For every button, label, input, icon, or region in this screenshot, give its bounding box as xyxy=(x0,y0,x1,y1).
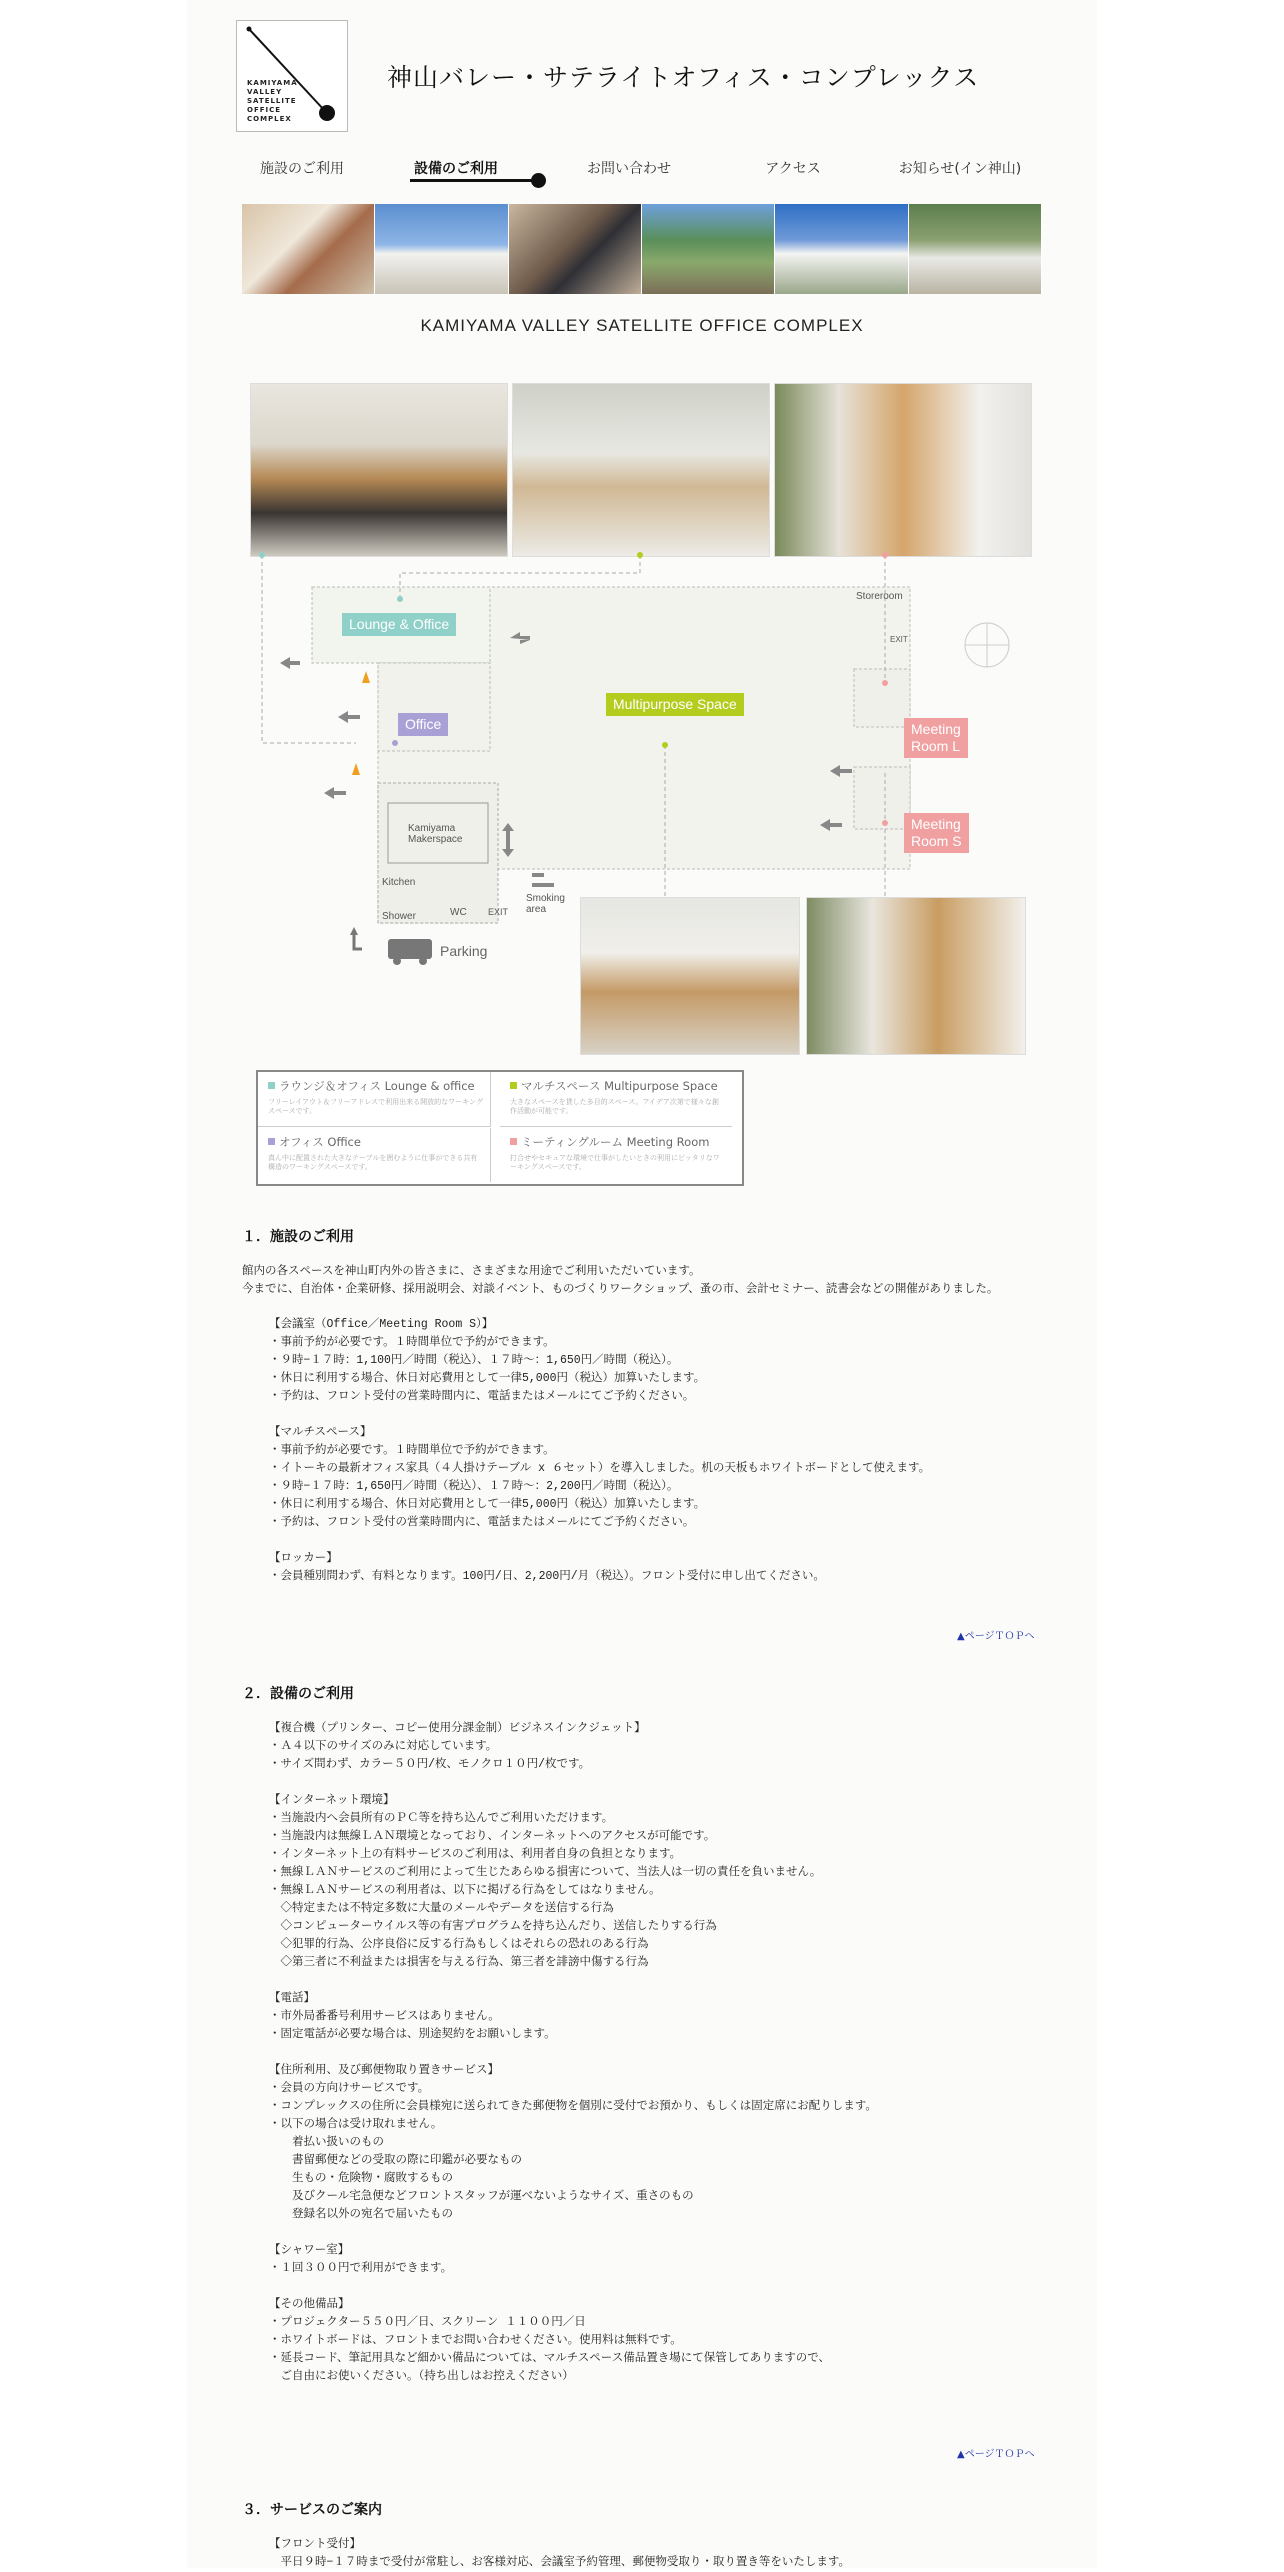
nav-item-contact[interactable]: お問い合わせ xyxy=(587,161,671,177)
smoking-area-label: Smoking area xyxy=(526,893,565,915)
section1-title: １．施設のご利用 xyxy=(242,1229,354,1245)
photo-strip xyxy=(242,204,1042,294)
nav-active-underline xyxy=(410,179,538,182)
section3-title: ３．サービスのご案内 xyxy=(242,2502,382,2518)
nav-item-equipment[interactable]: 設備のご利用 xyxy=(414,161,498,177)
floor-plan xyxy=(250,383,1040,1063)
legend-meeting-title: ミーティングルーム Meeting Room xyxy=(521,1135,710,1149)
strip-photo xyxy=(242,204,375,294)
parking-label: Parking xyxy=(440,943,488,959)
exit2-label: EXIT xyxy=(488,907,509,917)
exit-label: EXIT xyxy=(890,635,908,644)
strip-photo xyxy=(775,204,908,294)
multipurpose-tag: Multipurpose Space xyxy=(606,693,744,716)
section2-title: ２．設備のご利用 xyxy=(242,1686,354,1702)
logo[interactable] xyxy=(236,20,348,132)
legend-office-desc: 真ん中に配置された大きなテーブルを囲むように仕事ができる共有構造のワーキングスペースです。 xyxy=(268,1154,478,1171)
storeroom-label: Storeroom xyxy=(856,591,903,602)
strip-photo xyxy=(642,204,775,294)
shower-label: Shower xyxy=(382,911,416,922)
legend-lounge xyxy=(258,1072,491,1127)
legend-office xyxy=(258,1128,491,1182)
lounge-office-tag: Lounge & Office xyxy=(342,613,456,636)
banner-title: KAMIYAMA VALLEY SATELLITE OFFICE COMPLEX xyxy=(420,316,864,335)
nav-item-news[interactable]: お知らせ(イン神山) xyxy=(898,161,1022,177)
section3-body: 【フロント受付】 平日９時−１７時まで受付が常駐し、お客様対応、会議室予約管理、郵便物受取り・取り置き等をいたします。 xyxy=(269,2538,850,2569)
kitchen-label: Kitchen xyxy=(382,877,416,888)
strip-photo xyxy=(509,204,642,294)
nav-active-dot xyxy=(531,173,546,188)
nav-item-access[interactable]: アクセス xyxy=(765,161,821,177)
plan-legend xyxy=(256,1070,744,1186)
legend-lounge-desc: フリーレイアウト＆フリーアドレスで利用出来る開放的なワーキングスペースです。 xyxy=(268,1098,483,1115)
legend-lounge-title: ラウンジ＆オフィス Lounge & office xyxy=(279,1079,475,1093)
pagetop-link[interactable]: ▲ページＴＯＰへ xyxy=(957,1631,1035,1642)
wc-label: WC xyxy=(450,907,467,918)
legend-meeting-desc: 打合せやセキュアな環境で仕事がしたいときの利用にピッタリなワーキングスペースです。 xyxy=(510,1154,720,1171)
meeting-room-s-tag: Meeting Room S xyxy=(904,813,969,853)
page xyxy=(187,0,1097,2568)
section1-intro: 館内の各スペースを神山町内外の皆さまに、さまざまな用途でご利用いただいています。 今までに、自治体・企業研修、採用説明会、対談イベント、ものづくりワークショップ、蚤の市、会計セミナー、読書会などの開催がありました。 xyxy=(242,1265,999,1296)
logo-text: KAMIYAMA VALLEY SATELLITE OFFICE COMPLEX xyxy=(247,79,298,123)
office-tag: Office xyxy=(398,713,448,736)
legend-multipurpose-title: マルチスペース Multipurpose Space xyxy=(521,1079,718,1093)
legend-meeting xyxy=(500,1128,732,1182)
legend-office-title: オフィス Office xyxy=(279,1135,361,1149)
legend-multipurpose xyxy=(500,1072,732,1127)
site-title: 神山バレー・サテライトオフィス・コンプレックス xyxy=(387,63,980,92)
section1-body: 【会議室（Office／Meeting Room S）】 ・事前予約が必要です。１時間単位で予約ができます。 ・９時−１７時：1,100円／時間（税込）、１７時〜：1,650円／時間（税込）。 ・休日に利用する場合、休日対応費用として一律5,000円（税込）加算いたします。 ・予約は、フロント受付の営業時間内に、電話またはメールにてご予約ください。 【マルチスペース】 ・事前予約が必要です。１時間単位で予約ができます。 ・イトーキの最新オフィス家具（４人掛けテーブル x ６セット）を導入しました。机の天板もホワイトボードとして使えます。 ・９時−１７時：1,650円／時間（税込）、１７時〜：2,200円／時間（税込）。 ・休日に利用する場合、休日対応費用として一律5,000円（税込）加算いたします。 ・予約は、フロント受付の営業時間内に、電話またはメールにてご予約ください。 【ロッカー】 ・会員種別問わず、有料となります。100円/日、2,200円/月（税込）。フロント受付に申し出てください。 xyxy=(269,1318,931,1583)
meeting-room-l-tag: Meeting Room L xyxy=(904,718,968,758)
strip-photo xyxy=(909,204,1042,294)
legend-multipurpose-desc: 大きなスペースを貸した多目的スペース。アイデア次第で様々な創作活動が可能です。 xyxy=(510,1098,719,1115)
makerspace-label: Kamiyama Makerspace xyxy=(408,823,463,845)
strip-photo xyxy=(375,204,508,294)
main-nav xyxy=(227,158,1067,188)
section2-body: 【複合機（プリンター、コピー使用分課金制）ビジネスインクジェット】 ・Ａ４以下のサイズのみに対応しています。 ・サイズ問わず、カラー５０円/枚、モノクロ１０円/枚です。 【インターネット環境】 ・当施設内へ会員所有のＰＣ等を持ち込んでご利用いただけます。 ・当施設内は無線ＬＡＮ環境となっており、インターネットへのアクセスが可能です。 ・インターネット上の有料サービスのご利用は、利用者自身の負担となります。 ・無線ＬＡＮサービスのご利用によって生じたあらゆる損害について、当法人は一切の責任を負いません。 ・無線ＬＡＮサービスの利用者は、以下に掲げる行為をしてはなりません。 ◇特定または不特定多数に大量のメールやデータを送信する行為 ◇コンピューターウイルス等の有害プログラムを持ち込んだり、送信したりする行為 ◇犯罪的行為、公序良俗に反する行為もしくはそれらの恐れのある行為 ◇第三者に不利益または損害を与える行為、第三者を誹謗中傷する行為 【電話】 ・市外局番番号利用サービスはありません。 ・固定電話が必要な場合は、別途契約をお願いします。 【住所利用、及び郵便物取り置きサービス】 ・会員の方向けサービスです。 ・コンプレックスの住所に会員様宛に送られてきた郵便物を個別に受付でお預かり、もしくは固定席にお配りします。 ・以下の場合は受け取れません。 着払い扱いのもの 書留郵便などの受取の際に印鑑が必要なもの 生もの・危険物・腐敗するもの 及びクール宅急便などフロントスタッフが運べないようなサイズ、重さのもの 登録名以外の宛名で届いたもの 【シャワー室】 ・１回３００円で利用ができます。 【その他備品】 ・プロジェクター５５０円／日、スクリーン １１００円／日 ・ホワイトボードは、フロントまでお問い合わせください。使用料は無料です。 ・延長コード、筆記用具など細かい備品については、マルチスペース備品置き場にて保管してありますので、 ご自由にお使いください。（持ち出しはお控えください） xyxy=(269,1722,877,2383)
nav-item-facility[interactable]: 施設のご利用 xyxy=(260,161,344,177)
pagetop-link[interactable]: ▲ページＴＯＰへ xyxy=(957,2449,1035,2460)
